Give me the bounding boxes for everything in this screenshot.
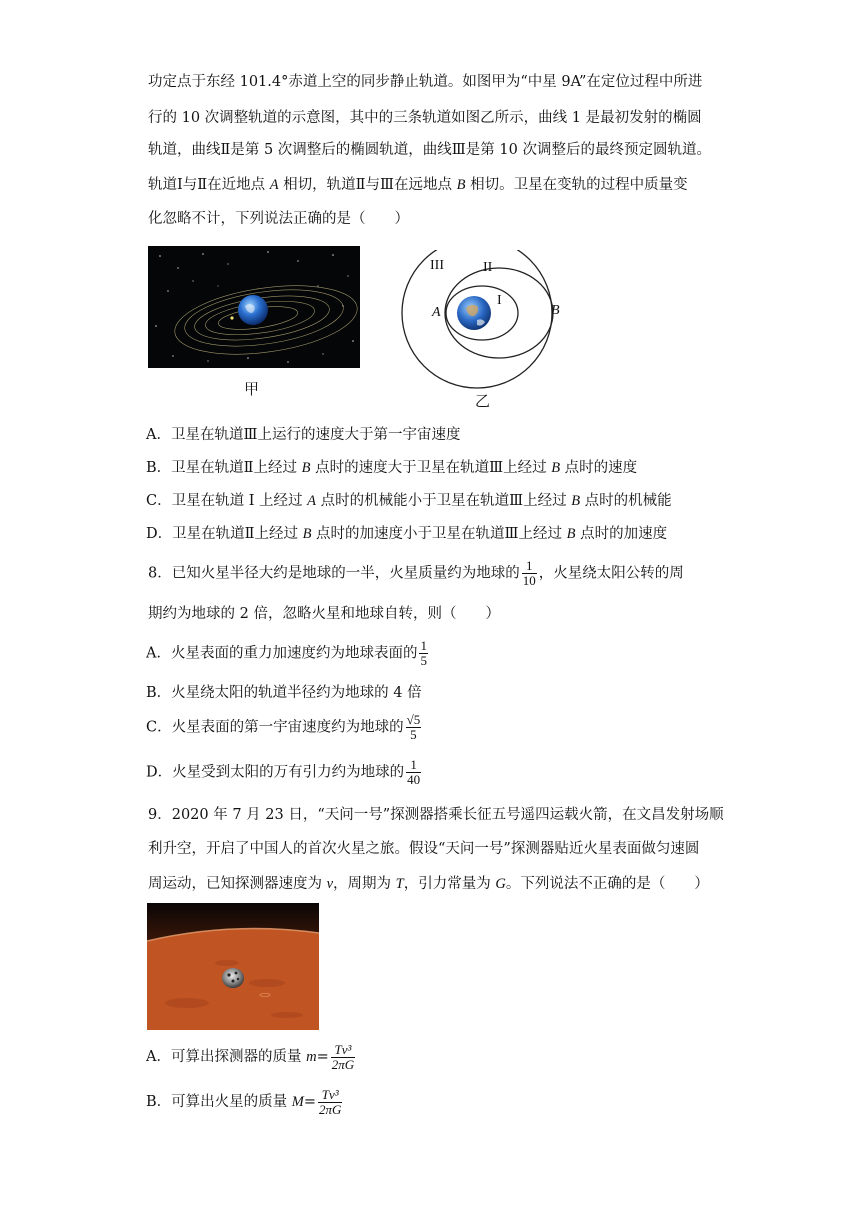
- option-text: D．卫星在轨道Ⅱ上经过: [146, 526, 303, 542]
- question-8-option-a[interactable]: [146, 639, 430, 668]
- question-7-stem-line-1: 功定点于东经 101.4°赤道上空的同步静止轨道。如图甲为“中星 9A”在定位过程中所进: [148, 74, 703, 90]
- fraction-denominator: 2πG: [331, 1056, 355, 1072]
- fraction-denominator: 2πG: [319, 1101, 342, 1117]
- option-text: 点时的加速度小于卫星在轨道Ⅲ上经过: [311, 526, 567, 542]
- fraction-one-fortieth: [406, 758, 421, 787]
- point-b-var: B: [571, 493, 581, 509]
- stem-text: 。下列说法不正确的是（ ）: [505, 876, 709, 892]
- fraction-tv3-over-2pig: [318, 1088, 342, 1117]
- point-b-var: B: [566, 526, 576, 542]
- period-var: T: [395, 876, 404, 892]
- option-text: 点时的速度大于卫星在轨道Ⅲ上经过: [310, 460, 552, 476]
- equals-sign: =: [316, 1049, 329, 1065]
- option-text: C．卫星在轨道 I 上经过: [146, 493, 308, 509]
- stem-text: 相切，轨道Ⅱ与Ⅲ在远地点: [278, 177, 457, 193]
- option-text: D．火星受到太阳的万有引力约为地球的: [146, 764, 405, 781]
- stem-text: 周运动，已知探测器速度为: [148, 876, 327, 892]
- question-7-option-c[interactable]: [146, 491, 672, 511]
- option-text: 点时的加速度: [575, 526, 668, 542]
- option-text: B．卫星在轨道Ⅱ上经过: [146, 460, 302, 476]
- option-text: A．火星表面的重力加速度约为地球表面的: [146, 645, 418, 662]
- stem-text: 相切。卫星在变轨的过程中质量变: [465, 177, 688, 193]
- question-7-option-a[interactable]: A．卫星在轨道Ⅲ上运行的速度大于第一宇宙速度: [146, 427, 461, 443]
- stem-text: ，火星绕太阳公转的周: [538, 565, 684, 582]
- question-8-stem-line-2: 期约为地球的 2 倍，忽略火星和地球自转，则（ ）: [148, 606, 500, 622]
- option-text: B．可算出火星的质量: [146, 1094, 292, 1110]
- mass-big-m-var: M: [291, 1094, 304, 1110]
- question-8-option-b[interactable]: B．火星绕太阳的轨道半径约为地球的 4 倍: [146, 685, 422, 701]
- point-a-var: A: [269, 177, 279, 193]
- option-text: 点时的机械能小于卫星在轨道Ⅲ上经过: [316, 493, 572, 509]
- question-7-stem-line-2: 行的 10 次调整轨道的示意图，其中的三条轨道如图乙所示，曲线 1 是最初发射的椭圆: [148, 110, 702, 126]
- point-b-var: B: [551, 460, 561, 476]
- orbit-label-ii: II: [483, 260, 493, 275]
- option-text: 点时的机械能: [580, 493, 672, 509]
- fraction-numerator: 1: [522, 559, 537, 574]
- stem-text: 8．已知火星半径大约是地球的一半，火星质量约为地球的: [148, 565, 520, 582]
- mass-m-var: m: [306, 1049, 317, 1065]
- question-7-stem-line-3: 轨道，曲线Ⅱ是第 5 次调整后的椭圆轨道，曲线Ⅲ是第 10 次调整后的最终预定圆轨道。: [148, 142, 711, 158]
- fraction-denominator: 5: [420, 653, 427, 668]
- question-7-option-d[interactable]: [146, 524, 667, 544]
- question-7-stem-line-4: [148, 175, 688, 195]
- fraction-numerator: 1: [420, 638, 427, 653]
- option-text: C．火星表面的第一宇宙速度约为地球的: [146, 719, 404, 736]
- fraction-numerator: √5: [406, 712, 421, 727]
- question-8-stem-line-1: [148, 559, 684, 588]
- question-9-stem-line-3: [148, 874, 709, 894]
- gravitational-constant-var: G: [495, 876, 506, 892]
- fraction-denominator: 40: [407, 772, 421, 787]
- figure-caption-yi: 乙: [475, 392, 491, 410]
- mars-probe-photo: [147, 903, 319, 1030]
- question-9-stem-line-2: 利升空，开启了中国人的首次火星之旅。假设“天问一号”探测器贴近火星表面做匀速圆: [148, 841, 700, 857]
- question-9-option-b[interactable]: [146, 1082, 344, 1122]
- fraction-tv3-over-2pig: [331, 1043, 355, 1072]
- question-7-option-b[interactable]: [146, 458, 637, 478]
- question-7-stem-line-5: 化忽略不计，下列说法正确的是（ ）: [148, 211, 409, 227]
- fraction-numerator: Tv³: [318, 1088, 342, 1103]
- fraction-numerator: 1: [406, 758, 421, 773]
- option-text: A．可算出探测器的质量: [146, 1049, 307, 1065]
- orbit-adjustment-photo: [148, 246, 360, 368]
- equals-sign: =: [303, 1094, 317, 1110]
- question-8-option-d[interactable]: [146, 758, 423, 787]
- option-text: 点时的速度: [560, 460, 638, 476]
- fraction-one-tenth: [522, 559, 537, 588]
- orbit-label-i: I: [497, 293, 502, 308]
- question-8-option-c[interactable]: [146, 713, 423, 742]
- stem-text: ，引力常量为: [403, 876, 496, 892]
- fraction-one-fifth: [419, 639, 428, 668]
- point-b-label: B: [551, 303, 560, 318]
- question-9-stem-line-1: 9．2020 年 7 月 23 日，“天问一号”探测器搭乘长征五号遥四运载火箭，在文昌发射场顺: [148, 807, 724, 823]
- point-b-var: B: [302, 526, 312, 542]
- fraction-numerator: Tv³: [331, 1043, 355, 1058]
- orbit-label-iii: III: [430, 258, 444, 273]
- fraction-denominator: 10: [522, 573, 536, 588]
- point-b-var: B: [301, 460, 311, 476]
- fraction-denominator: 5: [410, 727, 417, 742]
- velocity-var: v: [326, 876, 334, 892]
- point-b-var: B: [456, 177, 466, 193]
- figure-caption-jia: 甲: [244, 380, 260, 398]
- fraction-sqrt5-over-5: [406, 713, 422, 742]
- point-a-var: A: [307, 493, 317, 509]
- point-a-label: A: [432, 305, 441, 320]
- question-9-option-a[interactable]: [146, 1037, 357, 1077]
- stem-text: 轨道Ⅰ与Ⅱ在近地点: [148, 177, 270, 193]
- stem-text: ，周期为: [333, 876, 396, 892]
